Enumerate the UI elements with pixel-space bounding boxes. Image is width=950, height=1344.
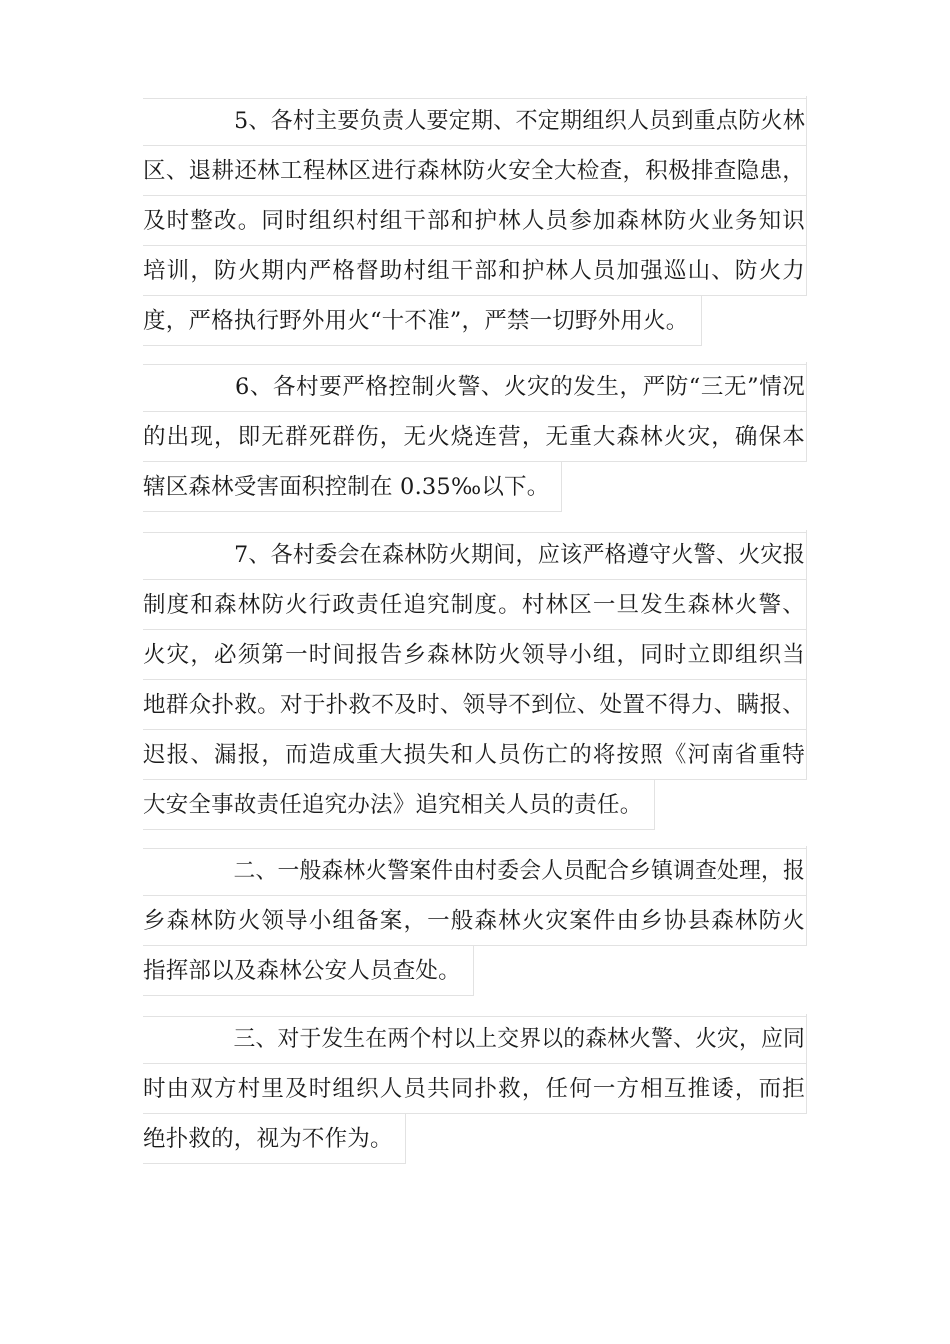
text-line: 培训，防火期内严格督助村组干部和护林人员加强巡山、防火力	[143, 246, 807, 296]
text-line: 时由双方村里及时组织人员共同扑救，任何一方相互推诿，而拒	[143, 1064, 807, 1114]
text-line: 7、各村委会在森林防火期间，应该严格遵守火警、火灾报	[143, 530, 807, 580]
text-line: 度，严格执行野外用火“十不准”，严禁一切野外用火。	[143, 296, 702, 346]
text-line: 绝扑救的，视为不作为。	[143, 1114, 406, 1164]
text-line: 火灾，必须第一时间报告乡森林防火领导小组，同时立即组织当	[143, 630, 807, 680]
text-line: 大安全事故责任追究办法》追究相关人员的责任。	[143, 780, 655, 830]
paragraph-6-fire-control	[143, 362, 815, 512]
text-line: 迟报、漏报，而造成重大损失和人员伤亡的将按照《河南省重特	[143, 730, 807, 780]
text-line: 制度和森林防火行政责任追究制度。村林区一旦发生森林火警、	[143, 580, 807, 630]
text-line: 乡森林防火领导小组备案，一般森林火灾案件由乡协县森林防火	[143, 896, 807, 946]
text-line: 辖区森林受害面积控制在 0.35‰以下。	[143, 462, 562, 512]
text-line: 6、各村要严格控制火警、火灾的发生，严防“三无”情况	[143, 362, 807, 412]
paragraph-3-boundary-fires	[143, 1014, 815, 1164]
text-line: 区、退耕还林工程林区进行森林防火安全大检查，积极排查隐患，	[143, 146, 807, 196]
text-line: 三、对于发生在两个村以上交界以的森林火警、火灾，应同	[143, 1014, 807, 1064]
paragraph-5-inspection	[143, 96, 815, 346]
text-line: 指挥部以及森林公安人员查处。	[143, 946, 474, 996]
text-line: 地群众扑救。对于扑救不及时、领导不到位、处置不得力、瞒报、	[143, 680, 807, 730]
paragraph-2-general-cases	[143, 846, 815, 996]
text-line: 二、一般森林火警案件由村委会人员配合乡镇调查处理，报	[143, 846, 807, 896]
text-line: 的出现，即无群死群伤，无火烧连营，无重大森林火灾，确保本	[143, 412, 807, 462]
text-line: 及时整改。同时组织村组干部和护林人员参加森林防火业务知识	[143, 196, 807, 246]
text-line: 5、各村主要负责人要定期、不定期组织人员到重点防火林	[143, 96, 807, 146]
paragraph-7-reporting	[143, 530, 815, 830]
